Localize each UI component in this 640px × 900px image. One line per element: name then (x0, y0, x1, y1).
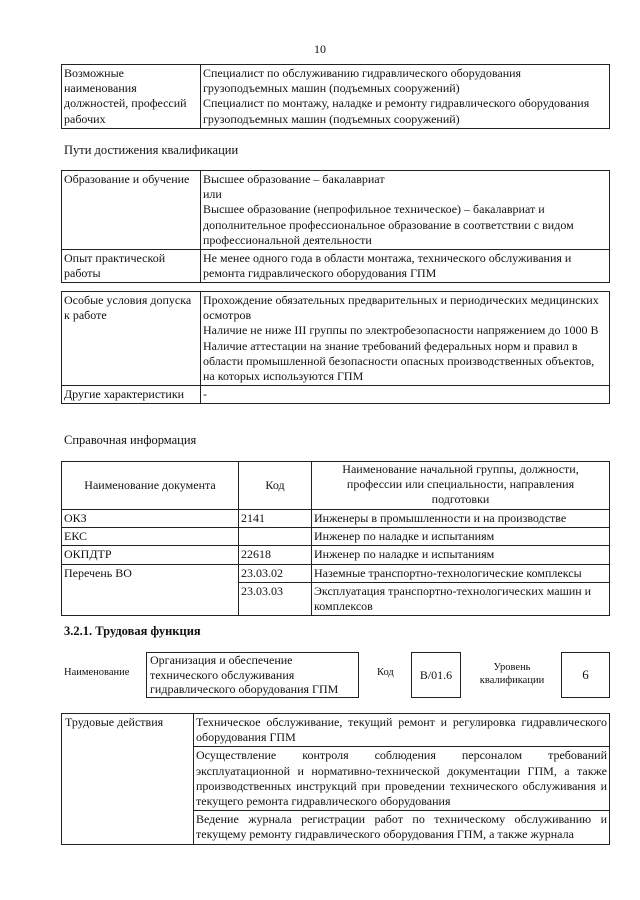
ref-name: Инженер по наладке и испытаниям (312, 528, 610, 546)
labor-function-name-value: Организация и обеспечение технического обслуживания гидравлического оборудования ГПМ (146, 652, 359, 698)
ref-doc: Перечень ВО (62, 564, 239, 616)
positions-label: Возможные наименования должностей, профессий рабочих (62, 65, 201, 129)
ref-code: 22618 (239, 546, 312, 564)
labor-function-level-value: 6 (561, 652, 610, 698)
ref-code (239, 528, 312, 546)
other-characteristics-value: - (201, 386, 610, 404)
admission-item: Наличие не ниже III группы по электробезопасности напряжением до 1000 В (203, 323, 599, 338)
labor-function-code-value: B/01.6 (411, 652, 461, 698)
labor-action-item: Осуществление контроля соблюдения персоналом требований эксплуатационной и нормативно-технической документации ГПМ, а также производственных инструкций при проведении технического обслуживания и текущего ремонта гидравлического оборудования (194, 747, 610, 811)
position-item: Специалист по обслуживанию гидравлического оборудования грузоподъемных машин (подъемных сооружений) (203, 66, 522, 96)
experience-label: Опыт практической работы (62, 250, 201, 283)
education-values (201, 171, 610, 250)
page-number: 10 (314, 42, 326, 56)
education-label: Образование и обучение (62, 171, 201, 250)
table-row (62, 546, 610, 564)
ref-name: Наземные транспортно-технологические комплексы (312, 564, 610, 582)
labor-actions-table (61, 713, 610, 845)
table-row (62, 564, 610, 582)
ref-doc: ОКЗ (62, 510, 239, 528)
table-row (62, 250, 610, 283)
qualification-paths-table (61, 170, 610, 283)
table-row (62, 510, 610, 528)
position-item: Специалист по монтажу, наладке и ремонту гидравлического оборудования грузоподъемных машин (подъемных сооружений) (203, 96, 590, 126)
admission-item: Прохождение обязательных предварительных и периодических медицинских осмотров (203, 293, 599, 323)
table-row (62, 714, 610, 747)
ref-name: Инженер по наладке и испытаниям (312, 546, 610, 564)
ref-code: 23.03.03 (239, 582, 312, 615)
positions-values (201, 65, 610, 129)
admission-label: Особые условия допуска к работе (62, 292, 201, 386)
education-item: или (203, 187, 222, 202)
admission-item: Наличие аттестации на знание требований федеральных норм и правил в области промышленной безопасности опасных производственных объектов, на которых используются ГПМ (203, 338, 595, 384)
header-name: Наименование начальной группы, должности, профессии или специальности, направления подготовки (312, 462, 610, 510)
table-row (62, 171, 610, 250)
labor-function-level-label: Уровень квалификации (479, 662, 545, 686)
ref-doc: ОКПДТР (62, 546, 239, 564)
labor-action-item: Ведение журнала регистрации работ по техническому обслуживанию и текущему ремонту гидравлического оборудования ГПМ, а также журнала (194, 811, 610, 844)
admission-values (201, 292, 610, 386)
ref-code: 2141 (239, 510, 312, 528)
table-row (62, 386, 610, 404)
labor-function-name-label: Наименование (64, 667, 130, 678)
positions-table (61, 64, 610, 129)
table-header-row (62, 462, 610, 510)
ref-name: Эксплуатация транспортно-технологических машин и комплексов (312, 582, 610, 615)
admission-table (61, 291, 610, 404)
education-item: Высшее образование (непрофильное техническое) – бакалавриат и дополнительное профессиональное образование в соответствии с видом профессиональной деятельности (203, 202, 574, 247)
education-item: Высшее образование – бакалавриат (203, 172, 385, 186)
table-row (62, 65, 610, 129)
ref-name: Инженеры в промышленности и на производстве (312, 510, 610, 528)
other-characteristics-label: Другие характеристики (62, 386, 201, 404)
header-document: Наименование документа (62, 462, 239, 510)
labor-function-heading: 3.2.1. Трудовая функция (64, 624, 201, 638)
table-row (62, 528, 610, 546)
labor-actions-label: Трудовые действия (62, 714, 194, 845)
reference-title: Справочная информация (64, 433, 197, 447)
table-row (62, 292, 610, 386)
ref-doc: ЕКС (62, 528, 239, 546)
experience-value: Не менее одного года в области монтажа, технического обслуживания и ремонта гидравлического оборудования ГПМ (201, 250, 610, 283)
header-code: Код (239, 462, 312, 510)
labor-function-code-label: Код (377, 667, 394, 678)
qualification-paths-title: Пути достижения квалификации (64, 143, 239, 157)
reference-table (61, 461, 610, 616)
labor-action-item: Техническое обслуживание, текущий ремонт и регулировка гидравлического оборудования ГПМ (194, 714, 610, 747)
ref-code: 23.03.02 (239, 564, 312, 582)
